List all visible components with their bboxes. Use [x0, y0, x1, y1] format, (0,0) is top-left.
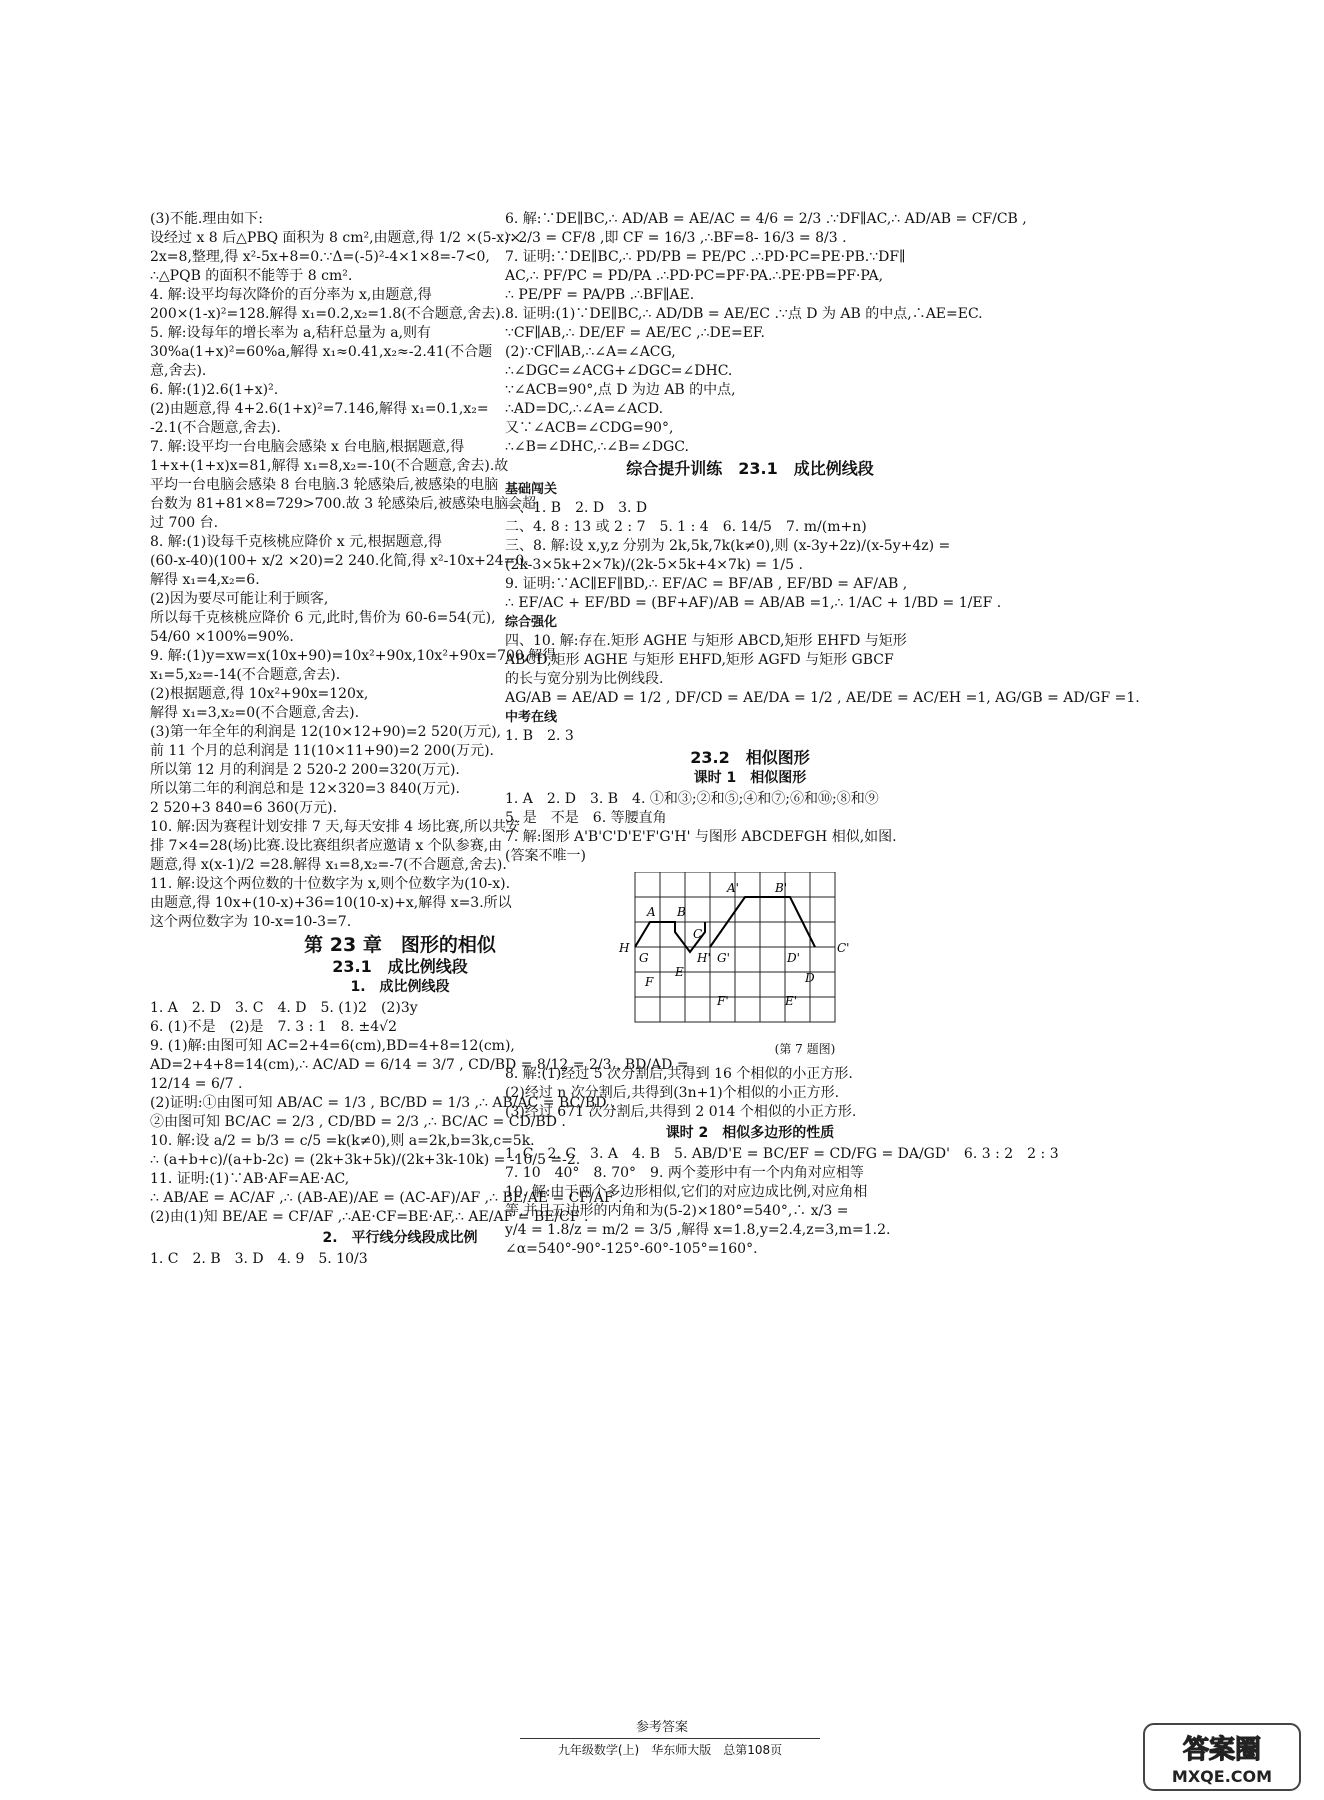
answer-line: 12/14 = 6/7 .	[150, 1076, 243, 1092]
fig-label: G'	[717, 951, 730, 965]
answer-line: 前 11 个月的总利润是 11(10×11+90)=2 200(万元).	[150, 743, 494, 759]
answer-line: 意,舍去).	[150, 363, 207, 379]
answer-line: 5. 是 不是 6. 等腰直角	[505, 810, 667, 826]
lesson-1-answers	[505, 790, 995, 866]
answer-line: 5. 解:设每年的增长率为 a,秸秆总量为 a,则有	[150, 325, 432, 341]
fig-label: H	[619, 941, 630, 955]
answer-line: 7. 解:设平均一台电脑会感染 x 台电脑,根据题意,得	[150, 439, 465, 455]
answer-line: -2.1(不合题意,舍去).	[150, 420, 281, 436]
answer-line: 解得 x₁=4,x₂=6.	[150, 572, 260, 588]
answer-line: 2 520+3 840=6 360(万元).	[150, 800, 338, 816]
answer-line: 所以每千克核桃应降价 6 元,此时,售价为 60-6=54(元),	[150, 610, 496, 626]
answer-line: 1. A 2. D 3. C 4. D 5. (1)2 (2)3y	[150, 1000, 418, 1016]
answer-line: 6. 解:(1)2.6(1+x)².	[150, 382, 279, 398]
basic-label: 基础闯关	[505, 482, 558, 497]
answer-line: (3)不能.理由如下:	[150, 211, 263, 227]
answer-line: 台数为 81+81×8=729>700.故 3 轮感染后,被感染电脑会超	[150, 496, 537, 512]
answer-line: (3)第一年全年的利润是 12(10×12+90)=2 520(万元),	[150, 724, 502, 740]
answer-line: 1+x+(1+x)x=81,解得 x₁=8,x₂=-10(不合题意,舍去).故	[150, 458, 509, 474]
figure-caption: (第 7 题图)	[774, 1042, 836, 1056]
answer-line: ∴∠B=∠DHC,∴∠B=∠DGC.	[505, 439, 689, 455]
answer-line: 二、4. 8 : 13 或 2 : 7 5. 1 : 4 6. 14/5 7. m/(m+n)	[505, 519, 867, 535]
watermark-logo	[1142, 1722, 1302, 1792]
exam-answers: 1. B 2. 3	[505, 728, 574, 744]
answer-line: 1. C 2. C 3. A 4. B 5. AB/D'E = BC/EF = CD/FG = DA/GD' 6. 3 : 2 2 : 3	[505, 1146, 1059, 1162]
right-answer-lines	[505, 210, 1027, 457]
fig-label: A	[647, 905, 656, 919]
subsection-2-answers: 1. C 2. B 3. D 4. 9 5. 10/3	[150, 1251, 368, 1267]
answer-line: 所以第 12 月的利润是 2 520-2 200=320(万元).	[150, 762, 460, 778]
answer-line: ∴ PE/PF = PA/PB .∴BF∥AE.	[505, 287, 695, 303]
subsection-2-title: 2. 平行线分线段成比例	[322, 1230, 478, 1246]
comprehensive-label: 综合强化	[505, 615, 558, 630]
section-23-2-title: 23.2 相似图形	[690, 748, 810, 767]
answer-line: 这个两位数字为 10-x=10-3=7.	[150, 914, 352, 930]
answer-line: 三、8. 解:设 x,y,z 分别为 2k,5k,7k(k≠0),则 (x-3y+2z)/(x-5y+4z) =	[505, 538, 951, 554]
chapter-title: 第 23 章 图形的相似	[304, 934, 496, 956]
answer-line: 9. (1)解:由图可知 AC=2+4=6(cm),BD=4+8=12(cm),	[150, 1038, 515, 1054]
answer-line: 30%a(1+x)²=60%a,解得 x₁≈0.41,x₂≈-2.41(不合题	[150, 344, 493, 360]
answer-line: ∴ AB/AE = AC/AF ,∴ (AB-AE)/AE = (AC-AF)/AF ,∴ BE/AE = CF/AF .	[150, 1190, 623, 1206]
answer-line: 所以第二年的利润总和是 12×320=3 840(万元).	[150, 781, 460, 797]
answer-line: 一、1. B 2. D 3. D	[505, 500, 648, 516]
answer-line: 等,并且五边形的内角和为(5-2)×180°=540°,∴ x/3 =	[505, 1203, 849, 1219]
answer-line: 1. A 2. D 3. B 4. ①和③;②和⑤;④和⑦;⑥和⑩;⑧和⑨	[505, 791, 879, 807]
training-section-title: 综合提升训练 23.1 成比例线段	[626, 459, 874, 478]
fig-label: D	[805, 971, 815, 985]
exam-label: 中考在线	[505, 710, 558, 725]
answer-line: 6. (1)不是 (2)是 7. 3 : 1 8. ±4√2	[150, 1019, 397, 1035]
answer-line: (3)经过 671 次分割后,共得到 2 014 个相似的小正方形.	[505, 1104, 857, 1120]
answer-line: (2)经过 n 次分割后,共得到(3n+1)个相似的小正方形.	[505, 1085, 840, 1101]
answer-line: 10. 解:因为赛程计划安排 7 天,每天安排 4 场比赛,所以共安	[150, 819, 520, 835]
answer-line: (2k-3×5k+2×7k)/(2k-5×5k+4×7k) = 1/5 .	[505, 557, 803, 573]
answer-line: ∴△PQB 的面积不能等于 8 cm².	[150, 268, 353, 284]
footer-title: 参考答案	[635, 1720, 688, 1735]
answer-line: 8. 解:(1)设每千克核桃应降价 x 元,根据题意,得	[150, 534, 443, 550]
answer-line: 10. 解:设 a/2 = b/3 = c/5 =k(k≠0),则 a=2k,b=3k,c=5k.	[150, 1133, 535, 1149]
fig-label: C'	[837, 941, 850, 955]
answer-line: 6. 解:∵DE∥BC,∴ AD/AB = AE/AC = 4/6 = 2/3 .∵DF∥AC,∴ AD/AB = CF/CB ,	[505, 211, 1027, 227]
answer-line: 过 700 台.	[150, 515, 219, 531]
answer-line: 54/60 ×100%=90%.	[150, 629, 294, 645]
answer-line: 平均一台电脑会感染 8 台电脑.3 轮感染后,被感染的电脑	[150, 477, 499, 493]
answer-line: 10. 解:由于两个多边形相似,它们的对应边成比例,对应角相	[505, 1184, 868, 1200]
answer-line: ∴ (a+b+c)/(a+b-2c) = (2k+3k+5k)/(2k+3k-10k) = -10/5 =-2.	[150, 1152, 581, 1168]
answer-line: (2)由(1)知 BE/AE = CF/AF ,∴AE·CF=BE·AF,∴ AE/AF = BE/CF .	[150, 1209, 589, 1225]
fig-label: G	[639, 951, 649, 965]
answer-line: AG/AB = AE/AD = 1/2 , DF/CD = AE/DA = 1/2 , AE/DE = AC/EH =1, AG/GB = AD/GF =1.	[505, 690, 1140, 706]
answer-line: (60-x-40)(100+ x/2 ×20)=2 240.化简,得 x²-10x+24=0.	[150, 553, 529, 569]
answer-line: (2)∵CF∥AB,∴∠A=∠ACG,	[505, 344, 676, 360]
figure-7-grid	[615, 872, 995, 1059]
question-8-answers	[505, 1065, 995, 1122]
right-column	[505, 210, 1140, 1259]
fig-label: F	[645, 975, 654, 989]
answer-line: (2)证明:①由图可知 AB/AC = 1/3 , BC/BD = 1/3 ,∴ AB/AC = BC/BD .	[150, 1095, 616, 1111]
answer-line: 7. 证明:∵DE∥BC,∴ PD/PB = PE/PC .∴PD·PC=PE·PB.∵DF∥	[505, 249, 906, 265]
answer-line: 11. 解:设这个两位数的十位数字为 x,则个位数字为(10-x).	[150, 876, 511, 892]
answer-line: 7. 解:图形 A'B'C'D'E'F'G'H' 与图形 ABCDEFGH 相似,如图.	[505, 829, 897, 845]
answer-line: ABCD,矩形 AGHE 与矩形 EHFD,矩形 AGFD 与矩形 GBCF	[505, 652, 894, 668]
answer-line: 2x=8,整理,得 x²-5x+8=0.∵Δ=(-5)²-4×1×8=-7<0,	[150, 249, 490, 265]
answer-line: (2)根据题意,得 10x²+90x=120x,	[150, 686, 369, 702]
answer-line: 排 7×4=28(场)比赛.设比赛组织者应邀请 x 个队参赛,由	[150, 838, 503, 854]
fig-label: F'	[717, 994, 729, 1008]
section-23-1-title: 23.1 成比例线段	[332, 957, 468, 976]
answer-line: ∠α=540°-90°-125°-60°-105°=160°.	[505, 1241, 758, 1257]
subsection-1-title: 1. 成比例线段	[350, 979, 450, 995]
answer-line: 200×(1-x)²=128.解得 x₁=0.2,x₂=1.8(不合题意,舍去).	[150, 306, 506, 322]
answer-line: 4. 解:设平均每次降价的百分率为 x,由题意,得	[150, 287, 432, 303]
lesson-1-title: 课时 1 相似图形	[693, 770, 807, 786]
fig-label: B'	[775, 881, 788, 895]
answer-line: (答案不唯一)	[505, 848, 586, 864]
watermark-bottom-text: MXQE.COM	[1171, 1767, 1273, 1786]
comprehensive-answers	[505, 632, 1140, 708]
answer-line: AC,∴ PF/PC = PD/PA .∴PD·PC=PF·PA.∴PE·PB=PF·PA,	[505, 268, 884, 284]
fig-label: C	[693, 927, 703, 941]
answer-line: (2)由题意,得 4+2.6(1+x)²=7.146,解得 x₁=0.1,x₂=	[150, 401, 489, 417]
lesson-2-answers	[505, 1145, 1059, 1259]
fig-label: D'	[787, 951, 800, 965]
answer-line: ∴∠DGC=∠ACG+∠DGC=∠DHC.	[505, 363, 733, 379]
answer-line: 设经过 x 8 后△PBQ 面积为 8 cm²,由题意,得 1/2 ×(5-x)×	[150, 230, 522, 246]
answer-line: 9. 证明:∵AC∥EF∥BD,∴ EF/AC = BF/AB , EF/BD = AF/AB ,	[505, 576, 908, 592]
answer-line: 9. 解:(1)y=xw=x(10x+90)=10x²+90x,10x²+90x=700,解得	[150, 648, 557, 664]
lesson-2-title: 课时 2 相似多边形的性质	[665, 1125, 835, 1141]
answer-line: x₁=5,x₂=-14(不合题意,舍去).	[150, 667, 341, 683]
answer-line: ∴ 2/3 = CF/8 ,即 CF = 16/3 ,∴BF=8- 16/3 = 8/3 .	[505, 230, 847, 246]
fig-label: E'	[785, 994, 798, 1008]
answer-line: 7. 10 40° 8. 70° 9. 两个菱形中有一个内角对应相等	[505, 1165, 864, 1181]
answer-line: ∵∠ACB=90°,点 D 为边 AB 的中点,	[505, 382, 736, 398]
answer-line: y/4 = 1.8/z = m/2 = 3/5 ,解得 x=1.8,y=2.4,z=3,m=1.2.	[505, 1222, 891, 1238]
answer-line: 由题意,得 10x+(10-x)+36=10(10-x)+x,解得 x=3.所以	[150, 895, 512, 911]
answer-line: 8. 解:(1)经过 5 次分割后,共得到 16 个相似的小正方形.	[505, 1066, 853, 1082]
answer-line: 8. 证明:(1)∵DE∥BC,∴ AD/DB = AE/EC .∵点 D 为 AB 的中点,∴AE=EC.	[505, 306, 983, 322]
watermark-top-text: 答案圈	[1182, 1735, 1262, 1765]
answer-line: ∴ EF/AC + EF/BD = (BF+AF)/AB = AB/AB =1,∴ 1/AC + 1/BD = 1/EF .	[505, 595, 1002, 611]
answer-line: 11. 证明:(1)∵AB·AF=AE·AC,	[150, 1171, 350, 1187]
fig-label: H'	[697, 951, 711, 965]
fig-label: A'	[727, 881, 739, 895]
answer-line: ②由图可知 BC/AC = 2/3 , CD/BD = 2/3 ,∴ BC/AC = CD/BD .	[150, 1114, 566, 1130]
similar-shapes-diagram	[615, 872, 855, 1032]
fig-label: E	[675, 965, 684, 979]
answer-line: (2)因为要尽可能让利于顾客,	[150, 591, 329, 607]
answer-line: 解得 x₁=3,x₂=0(不合题意,舍去).	[150, 705, 360, 721]
basic-answers	[505, 499, 1002, 613]
answer-line: ∵CF∥AB,∴ DE/EF = AE/EC ,∴DE=EF.	[505, 325, 765, 341]
answer-line: 的长与宽分别为比例线段.	[505, 671, 664, 687]
answer-line: ∴AD=DC,∴∠A=∠ACD.	[505, 401, 664, 417]
fig-label: B	[677, 905, 686, 919]
answer-line: 四、10. 解:存在.矩形 AGHE 与矩形 ABCD,矩形 EHFD 与矩形	[505, 633, 907, 649]
answer-line: AD=2+4+8=14(cm),∴ AC/AD = 6/14 = 3/7 , CD/BD = 8/12 = 2/3 , BD/AD =	[150, 1057, 689, 1073]
answer-line: 题意,得 x(x-1)/2 =28.解得 x₁=8,x₂=-7(不合题意,舍去).	[150, 857, 507, 873]
footer-info: 九年级数学(上) 华东师大版 总第108页	[520, 1738, 820, 1758]
answer-line: 又∵∠ACB=∠CDG=90°,	[505, 420, 674, 436]
